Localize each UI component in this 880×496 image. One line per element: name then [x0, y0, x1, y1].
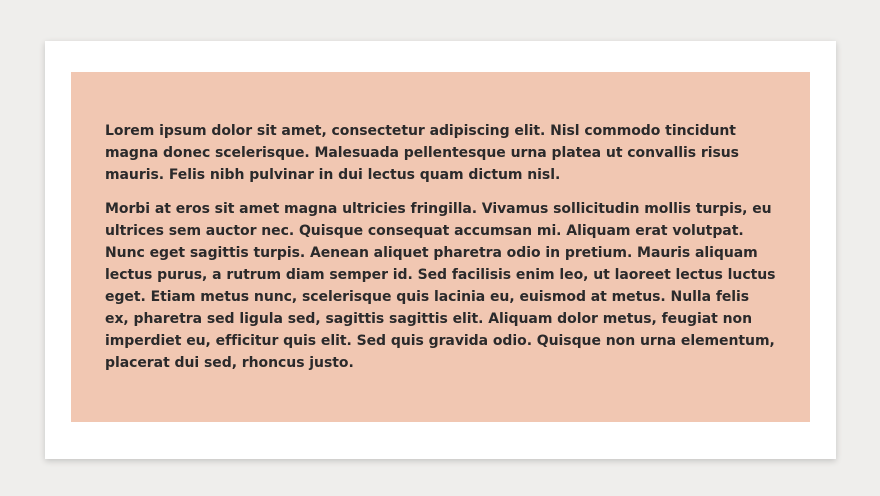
text-panel: [71, 72, 810, 422]
paragraph-1: Lorem ipsum dolor sit amet, consectetur adipiscing elit. Nisl commodo tincidunt magna donec scelerisque. Malesuada pellentesque urna platea ut convallis risus mauris. Felis nibh pulvinar in dui lectus quam dictum nisl.: [105, 123, 739, 183]
content-card: [45, 41, 836, 459]
paragraph-2: Morbi at eros sit amet magna ultricies fringilla. Vivamus sollicitudin mollis turpis, eu ultrices sem auctor nec. Quisque consequat accumsan mi. Aliquam erat volutpat. Nunc eget sagittis turpis. Aenean aliquet pharetra odio in pretium. Mauris aliquam lectus purus, a rutrum diam semper id. Sed facilisis enim leo, ut laoreet lectus luctus eget. Etiam metus nunc, scelerisque quis lacinia eu, euismod at metus. Nulla felis ex, pharetra sed ligula sed, sagittis sagittis elit. Aliquam dolor metus, feugiat non imperdiet eu, efficitur quis elit. Sed quis gravida odio. Quisque non urna elementum, placerat dui sed, rhoncus justo.: [105, 201, 776, 371]
